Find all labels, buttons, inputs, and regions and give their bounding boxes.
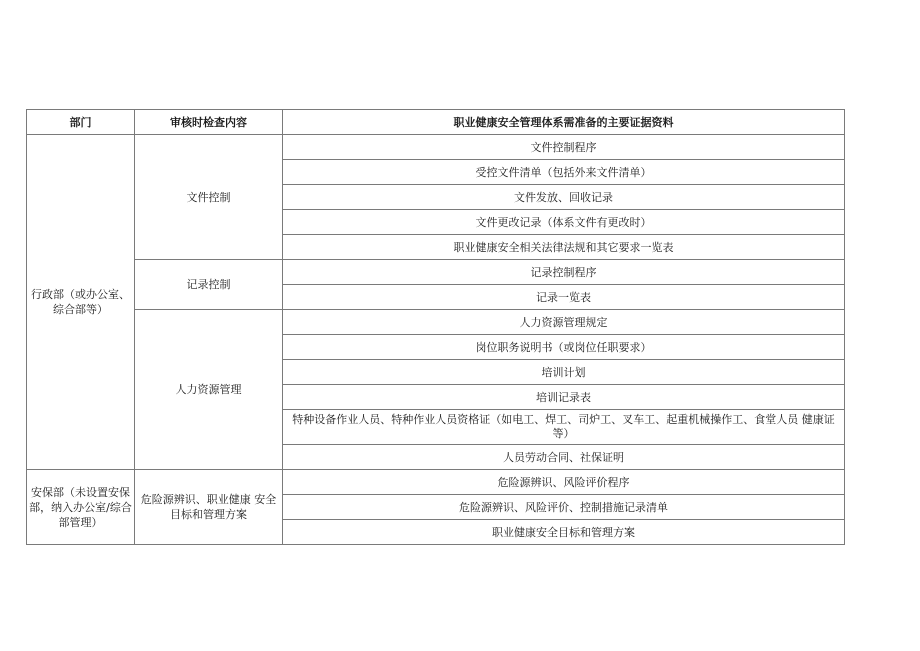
evidence-table — [26, 109, 845, 545]
evidence-cell: 职业健康安全相关法律法规和其它要求一览表 — [283, 235, 845, 260]
evidence-cell: 记录一览表 — [283, 285, 845, 310]
evidence-cell: 记录控制程序 — [283, 260, 845, 285]
evidence-cell: 岗位职务说明书（或岗位任职要求） — [283, 335, 845, 360]
evidence-cell: 培训计划 — [283, 360, 845, 385]
evidence-cell: 文件更改记录（体系文件有更改时） — [283, 210, 845, 235]
table-row — [27, 260, 845, 285]
evidence-cell: 职业健康安全目标和管理方案 — [283, 520, 845, 545]
table-row — [27, 470, 845, 495]
evidence-cell: 培训记录表 — [283, 385, 845, 410]
evidence-cell: 危险源辨识、风险评价程序 — [283, 470, 845, 495]
evidence-cell: 文件发放、回收记录 — [283, 185, 845, 210]
table-row — [27, 310, 845, 335]
header-dept: 部门 — [27, 110, 135, 135]
dept-cell: 安保部（未设置安保部，纳入办公室/综合部管理） — [27, 470, 135, 545]
evidence-cell: 人员劳动合同、社保证明 — [283, 445, 845, 470]
content-cell: 人力资源管理 — [135, 310, 283, 470]
evidence-cell: 危险源辨识、风险评价、控制措施记录清单 — [283, 495, 845, 520]
content-cell: 危险源辨识、职业健康 安全目标和管理方案 — [135, 470, 283, 545]
evidence-cell: 受控文件清单（包括外来文件清单） — [283, 160, 845, 185]
header-content: 审核时检查内容 — [135, 110, 283, 135]
evidence-cell: 文件控制程序 — [283, 135, 845, 160]
table-row — [27, 135, 845, 160]
evidence-cell: 人力资源管理规定 — [283, 310, 845, 335]
table-header-row — [27, 110, 845, 135]
content-cell: 文件控制 — [135, 135, 283, 260]
dept-cell: 行政部（或办公室、综合部等） — [27, 135, 135, 470]
header-evidence: 职业健康安全管理体系需准备的主要证据资料 — [283, 110, 845, 135]
evidence-cell: 特种设备作业人员、特种作业人员资格证（如电工、焊工、司炉工、叉车工、起重机械操作工、食堂人员 健康证等） — [283, 410, 845, 445]
content-cell: 记录控制 — [135, 260, 283, 310]
